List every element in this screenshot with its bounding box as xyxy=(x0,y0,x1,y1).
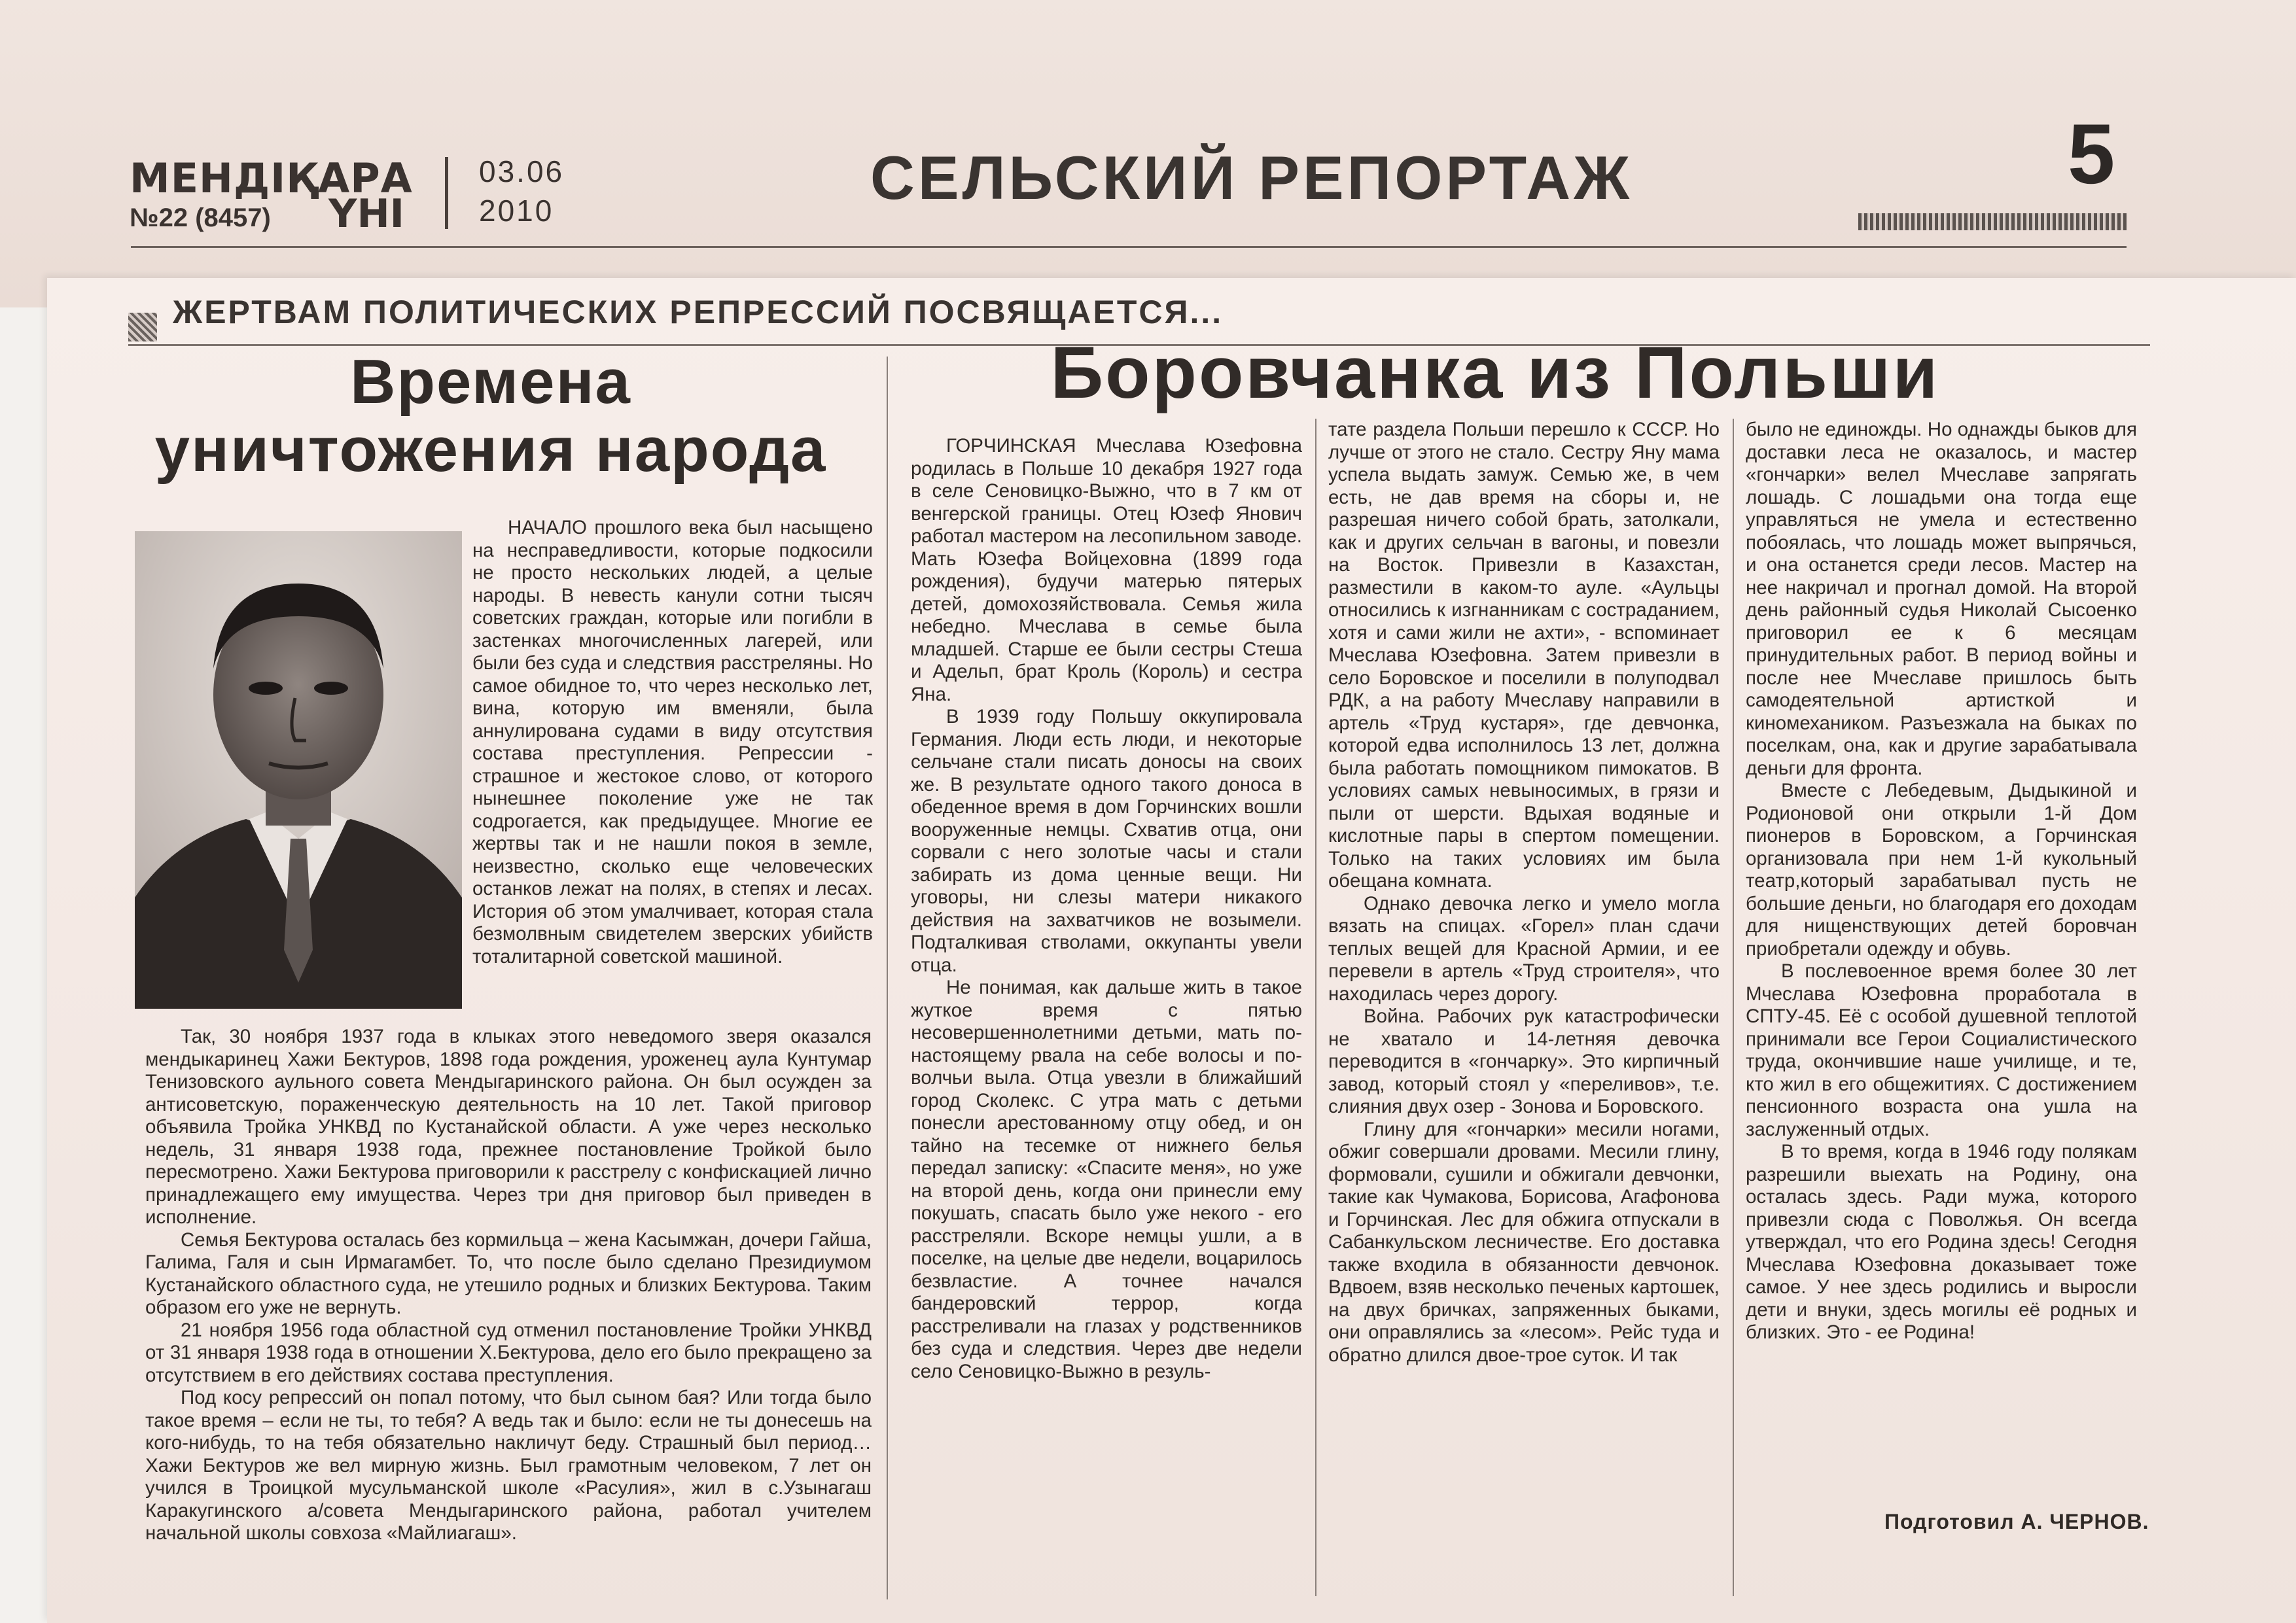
article1-paragraph: Под косу репрессий он попал потому, что был сыном бая? Или тогда было такое время – если не ты, то тебя? А ведь так и было: если не ты донесешь на кого-нибудь, то на тебя обязательно накличут беду. Страшный был период… Хажи Бектуров же вел мирную жизнь. Был грамотным человеком, 7 лет он учился в Троицкой мусульманской школе «Расулия», жил в с.Узынагаш Каракугинского а/совета Мендыгаринского района, работал учителем начальной школы совхоза «Майлиагаш». xyxy=(145,1387,872,1544)
article2-credit: Подготовил А. ЧЕРНОВ. xyxy=(1884,1510,2149,1533)
article1-headline-line2: уничтожения народа xyxy=(154,415,827,485)
column-divider xyxy=(1315,419,1316,1596)
issue-date-year: 2010 xyxy=(479,194,554,228)
article1-paragraph: Семья Бектурова осталась без кормильца – жена Касымжан, дочери Гайша, Галима, Галя и сын Ирмагамбет. То, что после было сделано Президиумом Кустанайского областного суда, не утешило родных и близких Бектурова. Таким образом его уже не вернуть. xyxy=(145,1229,872,1318)
article2-paragraph: Не понимая, как дальше жить в такое жуткое время с пятью несовершеннолетними детьми, мать по-настоящему рвала на себе волосы и по-волчьи выла. Отца увезли в ближайший город Сколекс. С утра мать с детьми понесли арестованному отцу обед, и он тайно на тесемке от нижнего белья передал записку: «Спасите меня», но уже на второй день, когда они принесли ему покушать, спасать было уже некого - его расстреляли. Вскоре немцы ушли, а в поселке, на целые две недели, воцарилось безвластие. А точнее начался бандеровский террор, когда расстреливали на глазах у родственников без суда и следствия. Через две недели село Сеновицко-Выжно в резуль- xyxy=(911,977,1302,1382)
article2-paragraph: тате раздела Польши перешло к СССР. Но лучше от этого не стало. Сестру Яну мама успела выдать замуж. Семью же, в чем есть, не дав время на сборы и, не разрешая ничего собой брать, затолкали, как и других сельчан в вагоны, и повезли на Восток. Привезли в Казахстан, разместили в каком-то ауле. «Аульцы относились к изгнанникам с состраданием, хотя и сами жили не ахти», - вспоминает Мчеслава Юзефовна. Затем привезли в село Боровское и поселили в полуподвал РДК, а на работу Мчеславу направили в артель «Труд кустаря», где девчонка, которой едва исполнилось 13 лет, должна была работать помощником пимокатов. В условиях самых невыносимых, в грязи и пыли от шерсти. Вдыхая водяные и кислотные пары в спертом помещении. Только на таких условиях им была обещана комната. xyxy=(1328,419,1720,892)
masthead-rule xyxy=(131,246,2127,248)
decorative-strip xyxy=(1858,213,2127,230)
kicker-marker-icon xyxy=(128,313,157,341)
portrait-photo xyxy=(135,531,462,1009)
article2-paragraph: Война. Рабочих рук катастрофически не хватало и 14-летняя девочка переводится в «гончарку». Это кирпичный завод, который стоял у «переливов», т.е. слияния двух озер - Зонова и Боровского. xyxy=(1328,1005,1720,1117)
portrait-image xyxy=(135,531,462,1009)
article2-paragraph: В 1939 году Польшу оккупировала Германия. Люди есть люди, и некоторые сельчане стали писать доносы на своих же. В результате одного такого доноса в обеденное время в дом Горчинских вошли вооруженные немцы. Схватив отца, они сорвали с него золотые часы и стали забирать из дома ценные вещи. Ни уговоры, ни слезы матери никакого действия на захватчиков не возымели. Подталкивая стволами, оккупанты увели отца. xyxy=(911,706,1302,976)
article1-lead-text: НАЧАЛО прошлого века был насыщено на несправедливости, которые подкосили не просто нескольких людей, а целые народы. В невесть канули сотни тысяч советских граждан, которые или погибли в застенках многочисленных лагерей, или были без суда и следствия расстреляны. Но самое обидное то, что через несколько лет, вина, которую им вменяли, была аннулирована судами в виду отсутствия состава преступления. Репрессии - страшное и жестокое слово, от которого нынешнее поколение уже не так содрогается, как предыдущее. Многие ее жертвы так и не нашли покоя в земле, неизвестно, сколько еще человеческих останков лежат на полях, в степях и лесах. История об этом умалчивает, которая стала безмолвным свидетелем зверских убийств тоталитарной советской машиной. xyxy=(472,517,873,968)
article2-paragraph: было не единожды. Но однажды быков для доставки леса не оказалось, и мастер «гончарки» велел Мчеславе запрягать лошадь. С лошадьми она тогда еще управляться не умела и естественно побоялась, что лошадь может выпрячься, и она останется среди лесов. Мастер на нее накричал и прогнал домой. На второй день районный судья Николай Сысоенко приговорил ее к 6 месяцам принудительных работ. В период войны и после нее Мчеславе пришлось быть самодеятельной артисткой и киномехаником. Разъезжала на быках по поселкам, она, как и другие зарабатывала деньги для фронта. xyxy=(1746,419,2137,779)
issue-date-day: 03.06 xyxy=(479,154,565,188)
article2-paragraph: ГОРЧИНСКАЯ Мчеслава Юзефовна родилась в Польше 10 декабря 1927 года в селе Сеновицко-Выжно, что в 7 км от венгерской границы. Отец Юзеф Янович работал мастером на лесопильном заводе. Мать Юзефа Войцеховна (1899 года рождения), будучи матерью пятерых детей, домохозяйствовала. Семья жила небедно. Мчеслава в семье была младшей. Старше ее были сестры Стеша и Адельп, брат Кроль (Король) и сестра Яна. xyxy=(911,435,1302,705)
article1-paragraph: 21 ноября 1956 года областной суд отменил постановление Тройки УНКВД от 31 января 1938 года в отношении Х.Бектурова, дело его было прекращено за отсутствием в его действиях состава преступления. xyxy=(145,1319,872,1386)
kicker-heading: ЖЕРТВАМ ПОЛИТИЧЕСКИХ РЕПРЕССИЙ ПОСВЯЩАЕТСЯ... xyxy=(173,294,1224,330)
article2-paragraph: Глину для «гончарки» месили ногами, обжиг совершали дровами. Месили глину, формовали, сушили и обжигали девчонки, такие как Чумакова, Борисова, Агафонова и Горчинская. Лес для обжига отпускали в Сабанкульском лесничестве. Его доставка также входила в обязанности девчонок. Вдвоем, взяв несколько печеных картошек, на двух бричках, запряженных быками, они оправлялись за «лесом». Рейс туда и обратно длился двое-трое суток. И так xyxy=(1328,1118,1720,1366)
column-divider xyxy=(1733,419,1734,1596)
article1-headline xyxy=(98,348,883,484)
article2-paragraph: В то время, когда в 1946 году полякам разрешили выехать на Родину, она осталась здесь. Ради мужа, которого привезли сюда с Поволжья. Он всегда утверждал, что его Родина здесь! Сегодня Мчеслава Юзефовна доказывает тоже самое. У нее здесь родились и выросли дети и внуки, здесь могилы её родных и близких. Это - ее Родина! xyxy=(1746,1141,2137,1343)
article1-paragraph: Так, 30 ноября 1937 года в клыках этого неведомого зверя оказался мендыкаринец Хажи Бектуров, 1898 года рождения, уроженец аула Кунтумар Тенизовского аульного совета Мендыгаринского района. Он был осужден за антисоветскую, пораженческую деятельность на 10 лет. Такой приговор объявила Тройка УНКВД по Кустанайской области. А уже через несколько недель, 31 января 1938 года, прежнее постановление Тройкой было пересмотрено. Хажи Бектурова приговорили к расстрелу с конфискацией лично принадлежащего ему имущества. Через три дня приговор был приведен в исполнение. xyxy=(145,1026,872,1228)
article1-headline-line1: Времена xyxy=(350,347,631,417)
article1-body xyxy=(145,1026,872,1545)
column-divider xyxy=(887,357,888,1599)
paper-name: МЕНДІҚАРА xyxy=(130,154,413,202)
article2-headline: Боровчанка из Польши xyxy=(1050,332,1940,413)
page-number: 5 xyxy=(2068,106,2115,201)
article2-column-1 xyxy=(911,435,1302,1383)
masthead-divider xyxy=(445,157,448,229)
paper-name-suffix: ҮНІ xyxy=(328,191,404,237)
issue-number: №22 (8457) xyxy=(130,203,271,232)
article2-paragraph: В послевоенное время более 30 лет Мчеслава Юзефовна проработала в СПТУ-45. Её с особой душевной теплотой принимали все Герои Социалистического труда, окончившие наше училище, и те, кто жил в его общежитиях. С достижением пенсионного возраста она ушла на заслуженный отдых. xyxy=(1746,960,2137,1140)
article2-paragraph: Вместе с Лебедевым, Дыдыкиной и Родионовой они открыли 1-й Дом пионеров в Боровском, а Горчинская организовала при нем 1-й кукольный театр,который зарабатывал пусть не большие деньги, но благодаря его доходам для нищенствующих детей боровчан приобретали одежду и обувь. xyxy=(1746,780,2137,960)
article1-lead xyxy=(472,517,873,968)
article2-column-3 xyxy=(1746,419,2137,1344)
article2-paragraph: Однако девочка легко и умело могла вязать на спицах. «Горел» план сдачи теплых вещей для Красной Армии, и ее перевели в артель «Труд строителя», что находилась через дорогу. xyxy=(1328,892,1720,1005)
article2-column-2 xyxy=(1328,419,1720,1367)
issue-date xyxy=(479,152,564,230)
section-title: СЕЛЬСКИЙ РЕПОРТАЖ xyxy=(870,143,1633,212)
